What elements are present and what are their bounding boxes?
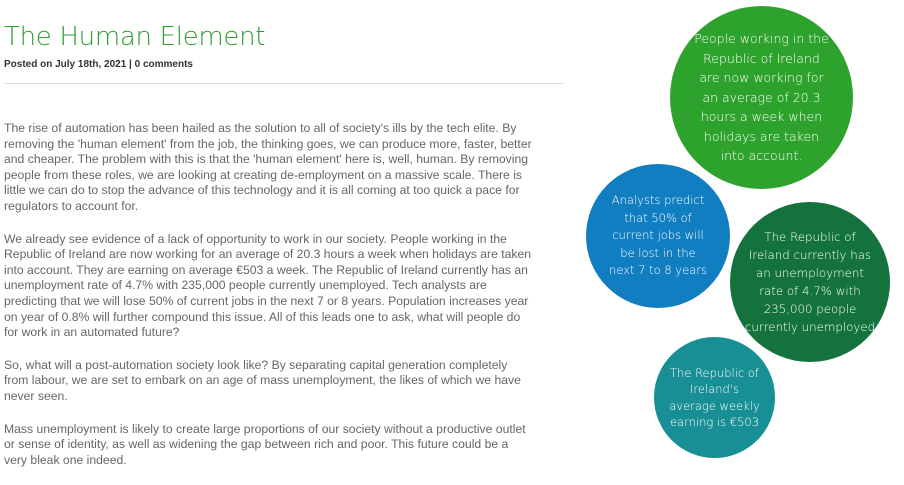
stat-bubble-unemployment-rate [730,202,890,362]
paragraph-mass-unemployment: Mass unemployment is likely to create large proportions of our society without a productive outlet or sense of identity, as well as widening the gap between rich and poor. This future could be a very bleak one indeed. [4,421,526,467]
stat-bubble-working-hours-text: People working in the Republic of Ireland are now working for an average of 20.3 hours a week when holidays are taken into account. [694,31,829,164]
paragraph-post-automation: So, what will a post-automation society look like? By separating capital generation completely from labour, we are set to embark on an age of mass unemployment, the likes of which we have never seen. [4,357,521,403]
paragraph-evidence: We already see evidence of a lack of opportunity to work in our society. People working in the Republic of Ireland are now working for an average of 20.3 hours a week when holidays are taken into account. They are earning on average €503 a week. The Republic of Ireland currently has an unemployment rate of 4.7% with 235,000 people currently unemployed. Tech analysts are predicting that we will lose 50% of current jobs in the next 7 or 8 years. Population increases year on year of 0.8% will further compound this issue. All of this leads one to ask, what will people do for work in an automated future? [4,231,532,340]
paragraph-intro: The rise of automation has been hailed as the solution to all of society's ills by the tech elite. By removing the 'human element' from the job, the thinking goes, we can produce more, faster, better and cheaper. The problem with this is that the 'human element' here is, well, human. By removing people from these roles, we are looking at creating de-employment on a massive scale. There is little we can do to stop the advance of this technology and it is all coming at too quick a pace for regulators to account for. [4,121,532,213]
post-title: The Human Element [4,22,266,52]
post-meta: Posted on July 18th, 2021 | 0 comments [4,59,193,70]
stat-bubble-unemployment-rate-text: The Republic of Ireland currently has an unemployment rate of 4.7% with 235,000 people currently unemployed [744,230,876,334]
stat-bubble-jobs-lost-text: Analysts predict that 50% of current jobs will be lost in the next 7 to 8 years [609,193,707,278]
stat-bubble-weekly-earnings [654,337,775,458]
post-body [4,121,532,485]
stat-bubble-working-hours [670,6,853,189]
title-divider [4,83,564,84]
stat-bubble-jobs-lost [586,164,730,308]
stat-bubble-weekly-earnings-text: The Republic of Ireland's average weekly earning is €503 [669,365,760,429]
